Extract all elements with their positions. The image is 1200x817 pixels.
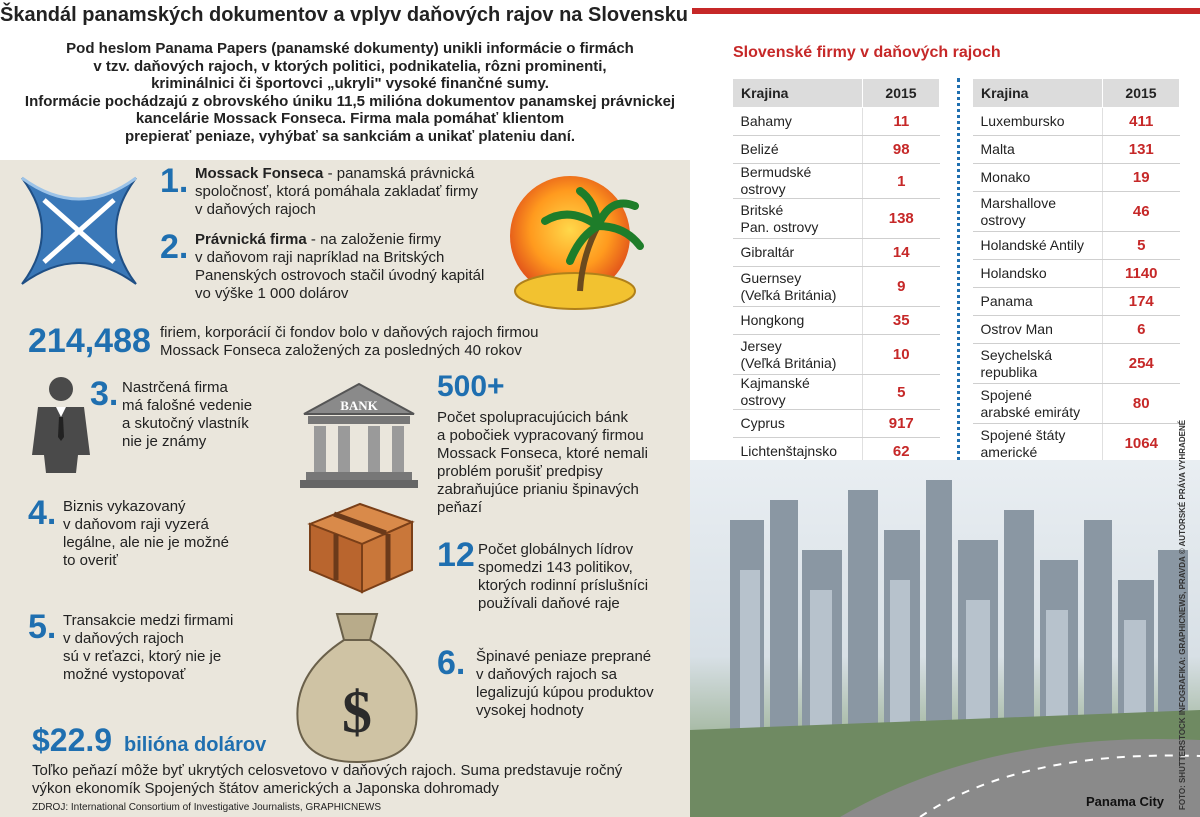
banks-line: problém porušiť predpisy (437, 463, 603, 480)
bank-icon (298, 378, 420, 490)
banks-line: zabraňujúce prianiu špinavých (437, 481, 639, 498)
country-line: (Veľká Británia) (740, 354, 837, 371)
point-1-line: spoločnosť, ktorá pomáhala zakladať firmy (195, 183, 479, 200)
country-line: Bahamy (740, 113, 792, 129)
money-line: výkon ekonomík Spojených štátov amerických a Japonska dohromady (32, 780, 499, 797)
table-row (973, 384, 1180, 424)
point-6-line: legalizujú kúpou produktov (476, 684, 654, 701)
crate-icon (300, 496, 420, 596)
businessman-icon (26, 375, 96, 475)
table-row (733, 108, 940, 136)
country-line: americké (980, 443, 1038, 460)
value-cell: 19 (1103, 164, 1180, 192)
point-6-number: 6. (437, 644, 466, 682)
point-4-line: legálne, ale nie je možné (63, 534, 229, 551)
point-3-line: nie je známy (122, 433, 207, 450)
country-line: Ostrov Man (980, 321, 1053, 337)
country-line: Hongkong (740, 312, 805, 328)
point-2-line: - na založenie firmy (306, 231, 441, 248)
value-cell: 5 (863, 375, 940, 410)
value-cell: 131 (1103, 136, 1180, 164)
table-row (973, 108, 1180, 136)
point-6-line: v daňových rajoch sa (476, 666, 617, 683)
money-amount: $22.9 (32, 722, 113, 758)
col-year: 2015 (1103, 79, 1180, 108)
country-line: Holandské Antily (980, 237, 1085, 253)
money-bag-icon (282, 604, 432, 766)
table-row (733, 239, 940, 267)
money-line: Toľko peňazí môže byť ukrytých celosvetovo v daňových rajoch. Suma predstavuje ročný (32, 762, 623, 779)
point-2-line: Panenských ostrovoch stačil úvodný kapitál (195, 267, 485, 284)
point-4-text (63, 498, 283, 570)
table-title: Slovenské firmy v daňových rajoch (733, 44, 1001, 61)
table-row (973, 136, 1180, 164)
banks-line: a pobočiek vypracovaný firmou (437, 427, 644, 444)
panama-city-photo (690, 460, 1200, 817)
skyline-illustration (690, 460, 1200, 817)
value-cell: 35 (863, 307, 940, 335)
leaders-line: používali daňové raje (478, 595, 620, 612)
value-cell: 138 (863, 199, 940, 239)
country-cell (733, 239, 863, 267)
value-cell: 917 (863, 410, 940, 438)
country-cell (733, 335, 863, 375)
value-cell: 174 (1103, 288, 1180, 316)
country-line: Seychelská (980, 346, 1053, 363)
country-cell (973, 288, 1103, 316)
table-row (733, 136, 940, 164)
value-cell: 98 (863, 136, 940, 164)
country-cell (733, 410, 863, 438)
banks-line: Mossack Fonseca, ktoré nemali (437, 445, 648, 462)
point-2-line: vo výške 1 000 dolárov (195, 285, 349, 302)
col-country: Krajina (973, 79, 1103, 108)
point-5-number: 5. (28, 608, 57, 646)
country-line: Kajmanské ostrovy (740, 375, 810, 408)
point-2-line: v daňovom raji napríklad na Britských (195, 249, 445, 266)
table-row (973, 424, 1180, 464)
value-cell: 80 (1103, 384, 1180, 424)
mossack-fonseca-logo (14, 170, 144, 292)
photo-credit (1178, 419, 1192, 810)
country-line: (Veľká Británia) (740, 286, 837, 303)
table-row (973, 344, 1180, 384)
table-row (733, 335, 940, 375)
country-cell (733, 307, 863, 335)
money-text (32, 762, 682, 798)
point-4-line: to overiť (63, 552, 118, 569)
table-row (733, 267, 940, 307)
table-row (733, 307, 940, 335)
value-cell: 11 (863, 108, 940, 136)
point-6-line: Špinavé peniaze preprané (476, 648, 652, 665)
country-line: Bermudské ostrovy (740, 164, 812, 197)
point-3-line: má falošné vedenie (122, 397, 253, 414)
country-line: Pan. ostrovy (740, 218, 819, 235)
country-cell (973, 192, 1103, 232)
intro-line: Informácie pochádzajú z obrovského úniku 11,5 milióna dokumentov panamskej právnickej (24, 92, 676, 110)
photo-credit-text: FOTO: SHUTTERSTOCK INFOGRAFIKA: GRAPHICNEWS, PRAVDA © AUTORSKÉ PRÁVA VYHRADENÉ (1178, 419, 1187, 810)
point-3-line: Nastrčená firma (122, 379, 228, 396)
country-line: Guernsey (740, 269, 802, 286)
country-line: Gibraltár (740, 244, 795, 260)
leaders-line: ktorých rodinní príslušníci (478, 577, 649, 594)
value-cell: 1140 (1103, 260, 1180, 288)
table-row (973, 260, 1180, 288)
country-cell (973, 316, 1103, 344)
money-unit: bilióna dolárov (124, 734, 267, 756)
value-cell: 62 (863, 438, 940, 466)
country-line: Luxembursko (980, 113, 1065, 129)
point-5-line: v daňových rajoch (63, 630, 184, 647)
point-4-line: v daňovom raji vyzerá (63, 516, 209, 533)
point-3-number: 3. (90, 375, 119, 413)
intro-line: v tzv. daňových rajoch, v ktorých politici, podnikatelia, rôzni prominenti, (93, 57, 607, 75)
country-cell (973, 136, 1103, 164)
point-4-line: Biznis vykazovaný (63, 498, 186, 515)
country-cell (733, 164, 863, 199)
country-line: Lichtenštajnsko (740, 443, 838, 459)
value-cell: 5 (1103, 232, 1180, 260)
value-cell: 411 (1103, 108, 1180, 136)
point-2-number: 2. (160, 228, 189, 266)
point-1-line: - panamská právnická (323, 165, 475, 182)
country-line: Panama (980, 293, 1033, 309)
country-line: Cyprus (740, 415, 785, 431)
point-6-line: vysokej hodnoty (476, 702, 584, 719)
point-2-text (195, 231, 525, 303)
point-3-text (122, 379, 302, 451)
photo-caption: Panama City (1086, 794, 1165, 809)
intro-line: kancelárie Mossack Fonseca. Firma mala pomáhať klientom (135, 110, 565, 127)
value-cell: 254 (1103, 344, 1180, 384)
country-cell (733, 108, 863, 136)
table-header (733, 79, 940, 108)
leaders-count: 12 (437, 536, 475, 574)
banks-text (437, 409, 677, 517)
table-left (732, 78, 940, 494)
value-cell: 1 (863, 164, 940, 199)
country-cell (973, 260, 1103, 288)
point-2-bold: Právnická firma (195, 231, 307, 248)
table-right (972, 78, 1180, 464)
country-cell (973, 164, 1103, 192)
point-3-line: a skutočný vlastník (122, 415, 249, 432)
point-5-line: možné vystopovať (63, 666, 186, 683)
banks-line: peňazí (437, 499, 483, 516)
firms-count: 214,488 (28, 322, 151, 360)
value-cell: 10 (863, 335, 940, 375)
table-separator (957, 78, 960, 480)
intro-line: prepierať peniaze, vyhýbať sa sankciám a unikať plateniu daní. (124, 127, 576, 145)
country-line: Spojené štáty (980, 426, 1066, 443)
firms-line: firiem, korporácií či fondov bolo v daňových rajoch firmou (160, 324, 539, 341)
table-row (973, 288, 1180, 316)
point-1-line: v daňových rajoch (195, 201, 316, 218)
intro-line: kriminálnici či športovci „ukryli" vysoké finančné sumy. (151, 75, 549, 92)
table-row (973, 316, 1180, 344)
point-6-text (476, 648, 686, 720)
country-line: Holandsko (980, 265, 1047, 281)
table-row (973, 232, 1180, 260)
firms-line: Mossack Fonseca založených za posledných 40 rokov (160, 342, 522, 359)
value-cell: 1064 (1103, 424, 1180, 464)
country-cell (973, 424, 1103, 464)
table-row (973, 192, 1180, 232)
value-cell: 9 (863, 267, 940, 307)
bank-label: BANK (340, 398, 378, 413)
country-line: Belizé (740, 141, 779, 157)
country-cell (733, 199, 863, 239)
col-year: 2015 (863, 79, 940, 108)
table-row (733, 164, 940, 199)
country-cell (733, 375, 863, 410)
banks-line: Počet spolupracujúcich bánk (437, 409, 628, 426)
table-row (733, 199, 940, 239)
island-illustration (500, 166, 650, 316)
point-5-line: sú v reťazci, ktorý nie je (63, 648, 222, 665)
point-1-number: 1. (160, 162, 189, 200)
table-header (973, 79, 1180, 108)
table-row (733, 375, 940, 410)
table-row (733, 410, 940, 438)
banks-count: 500+ (437, 370, 505, 403)
country-line: Jersey (740, 337, 782, 354)
value-cell: 46 (1103, 192, 1180, 232)
country-line: Britské (740, 201, 784, 218)
dollar-icon: $ (342, 679, 372, 745)
country-line: ostrovy (980, 211, 1026, 228)
country-line: Malta (980, 141, 1015, 157)
country-line: Spojené (980, 386, 1032, 403)
country-cell (733, 267, 863, 307)
leaders-line: Počet globálnych lídrov (478, 541, 634, 558)
country-cell (973, 384, 1103, 424)
country-cell (973, 232, 1103, 260)
source-note: ZDROJ: International Consortium of Investigative Journalists, GRAPHICNEWS (32, 802, 382, 813)
leaders-line: spomedzi 143 politikov, (478, 559, 633, 576)
value-cell: 14 (863, 239, 940, 267)
point-5-line: Transakcie medzi firmami (63, 612, 234, 629)
country-cell (973, 344, 1103, 384)
country-cell (973, 108, 1103, 136)
firms-text (160, 324, 580, 360)
country-line: Marshallove (980, 194, 1056, 211)
intro-line: Pod heslom Panama Papers (panamské dokumenty) unikli informácie o firmách (66, 40, 634, 57)
col-country: Krajina (733, 79, 863, 108)
point-1-bold: Mossack Fonseca (195, 165, 324, 182)
leaders-text (478, 541, 678, 613)
title-rule (692, 8, 1200, 14)
point-4-number: 4. (28, 494, 57, 532)
intro-text (0, 40, 700, 145)
page-title: Škandál panamských dokumentov a vplyv daňových rajov na Slovensku (0, 4, 689, 26)
country-line: Monako (980, 169, 1031, 185)
country-line: arabské emiráty (980, 403, 1081, 420)
value-cell: 6 (1103, 316, 1180, 344)
point-5-text (63, 612, 283, 684)
country-cell (733, 136, 863, 164)
table-row (973, 164, 1180, 192)
point-1-text (195, 165, 525, 219)
country-line: republika (980, 363, 1038, 380)
